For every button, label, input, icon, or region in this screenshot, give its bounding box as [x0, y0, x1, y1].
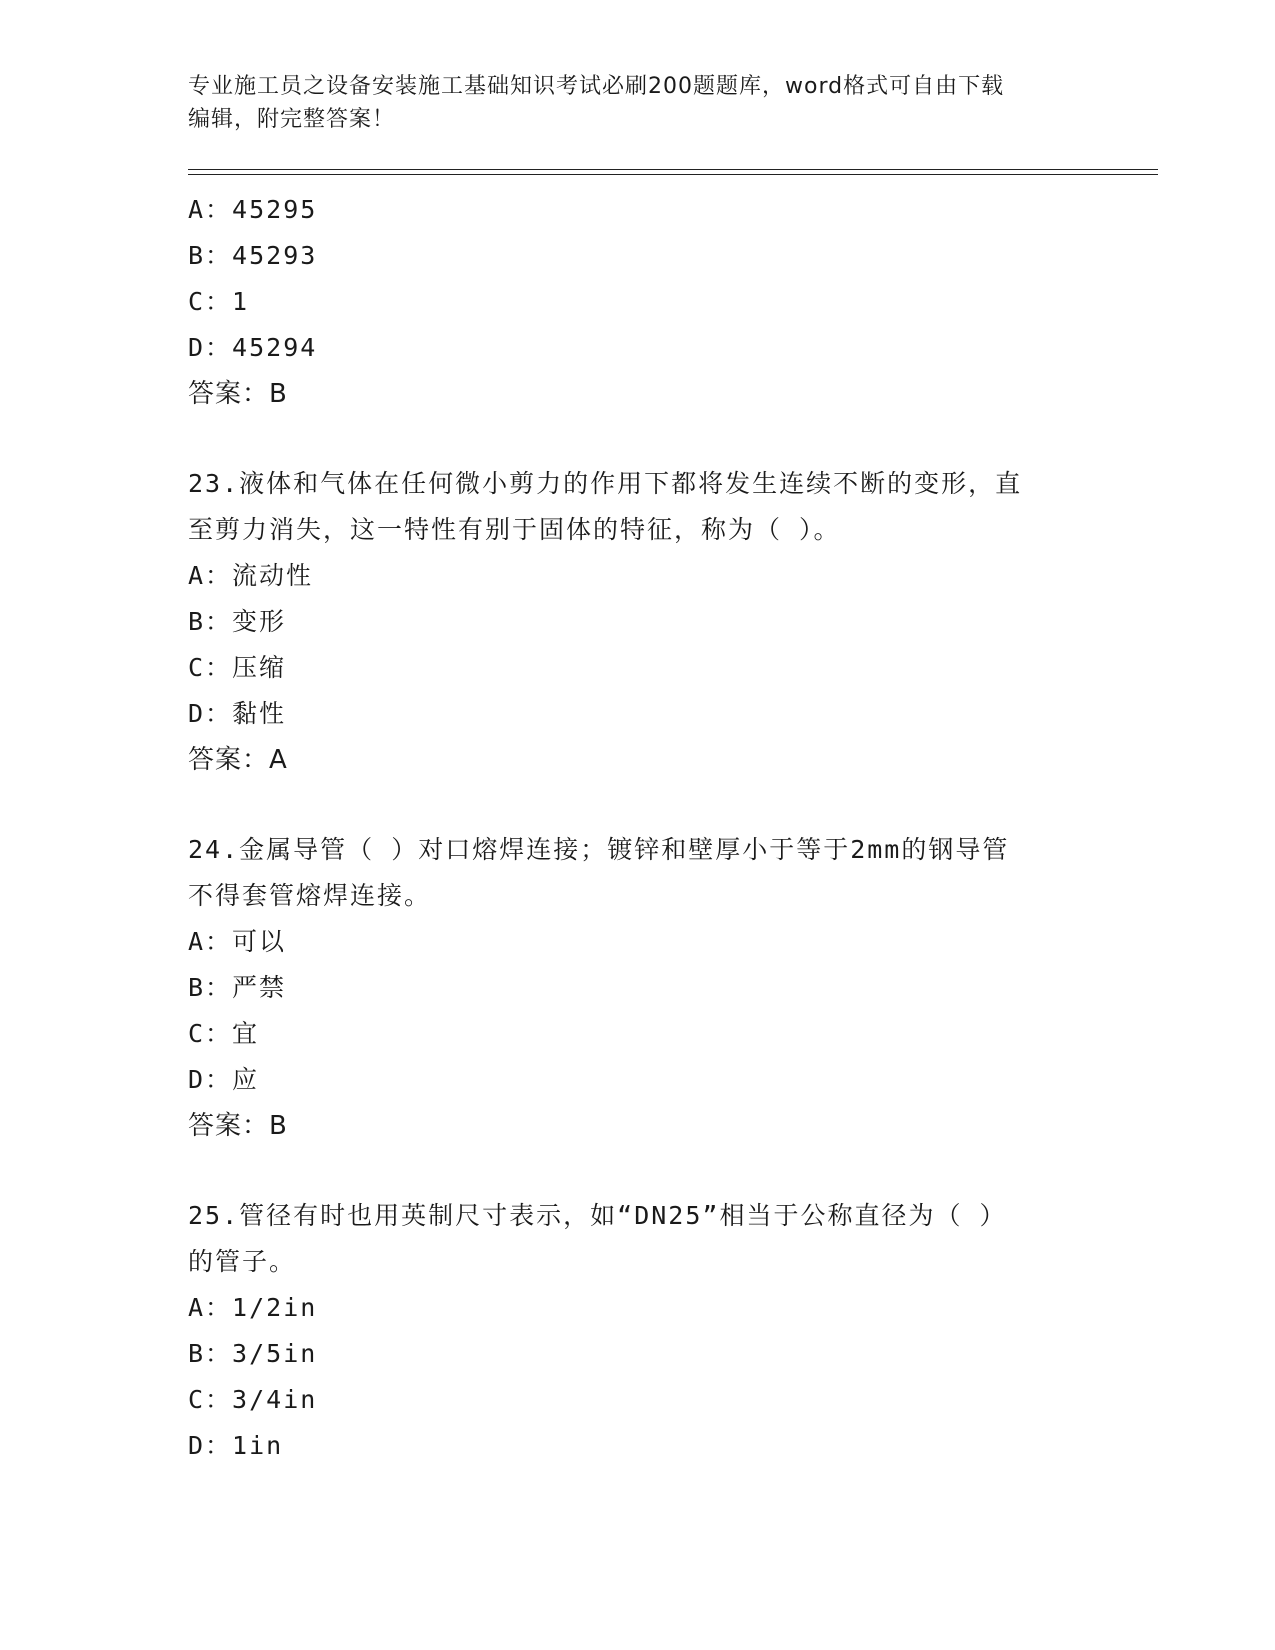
option-a: A：流动性	[188, 561, 314, 590]
option-a: A：45295	[188, 195, 318, 224]
question-text-line-1: 24.金属导管（ ）对口熔焊连接；镀锌和壁厚小于等于2mm的钢导管	[188, 835, 1010, 864]
question-text-line-2: 的管子。	[188, 1247, 297, 1276]
answer-line: 答案：B	[188, 379, 288, 409]
question-list	[188, 187, 1158, 1469]
question-23	[188, 461, 1158, 783]
header-title-line-1: 专业施工员之设备安装施工基础知识考试必刷200题题库，word格式可自由下载	[188, 74, 1005, 99]
answer-line: 答案：B	[188, 1111, 288, 1141]
option-d: D：1in	[188, 1431, 284, 1460]
question-22	[188, 187, 1158, 417]
option-b: B：变形	[188, 607, 287, 636]
header-divider	[188, 169, 1158, 175]
option-c: C：压缩	[188, 653, 287, 682]
option-a: A：1/2in	[188, 1293, 318, 1322]
option-d: D：黏性	[188, 699, 287, 728]
question-text-line-2: 不得套管熔焊连接。	[188, 881, 432, 910]
option-d: D：应	[188, 1065, 260, 1094]
question-25	[188, 1193, 1158, 1469]
answer-line: 答案：A	[188, 745, 288, 775]
option-c: C：1	[188, 287, 250, 316]
option-b: B：严禁	[188, 973, 287, 1002]
option-c: C：3/4in	[188, 1385, 318, 1414]
option-b: B：3/5in	[188, 1339, 318, 1368]
option-a: A：可以	[188, 927, 287, 956]
document-header	[188, 70, 1088, 136]
question-text-line-2: 至剪力消失，这一特性有别于固体的特征，称为（ ）。	[188, 515, 841, 544]
question-text-line-1: 23.液体和气体在任何微小剪力的作用下都将发生连续不断的变形，直	[188, 469, 1023, 498]
document-page	[188, 70, 1158, 1469]
option-c: C：宜	[188, 1019, 260, 1048]
header-title-line-2: 编辑，附完整答案！	[188, 107, 396, 132]
option-d: D：45294	[188, 333, 318, 362]
option-b: B：45293	[188, 241, 318, 270]
question-text-line-1: 25.管径有时也用英制尺寸表示，如“DN25”相当于公称直径为（ ）	[188, 1201, 1007, 1230]
question-24	[188, 827, 1158, 1149]
